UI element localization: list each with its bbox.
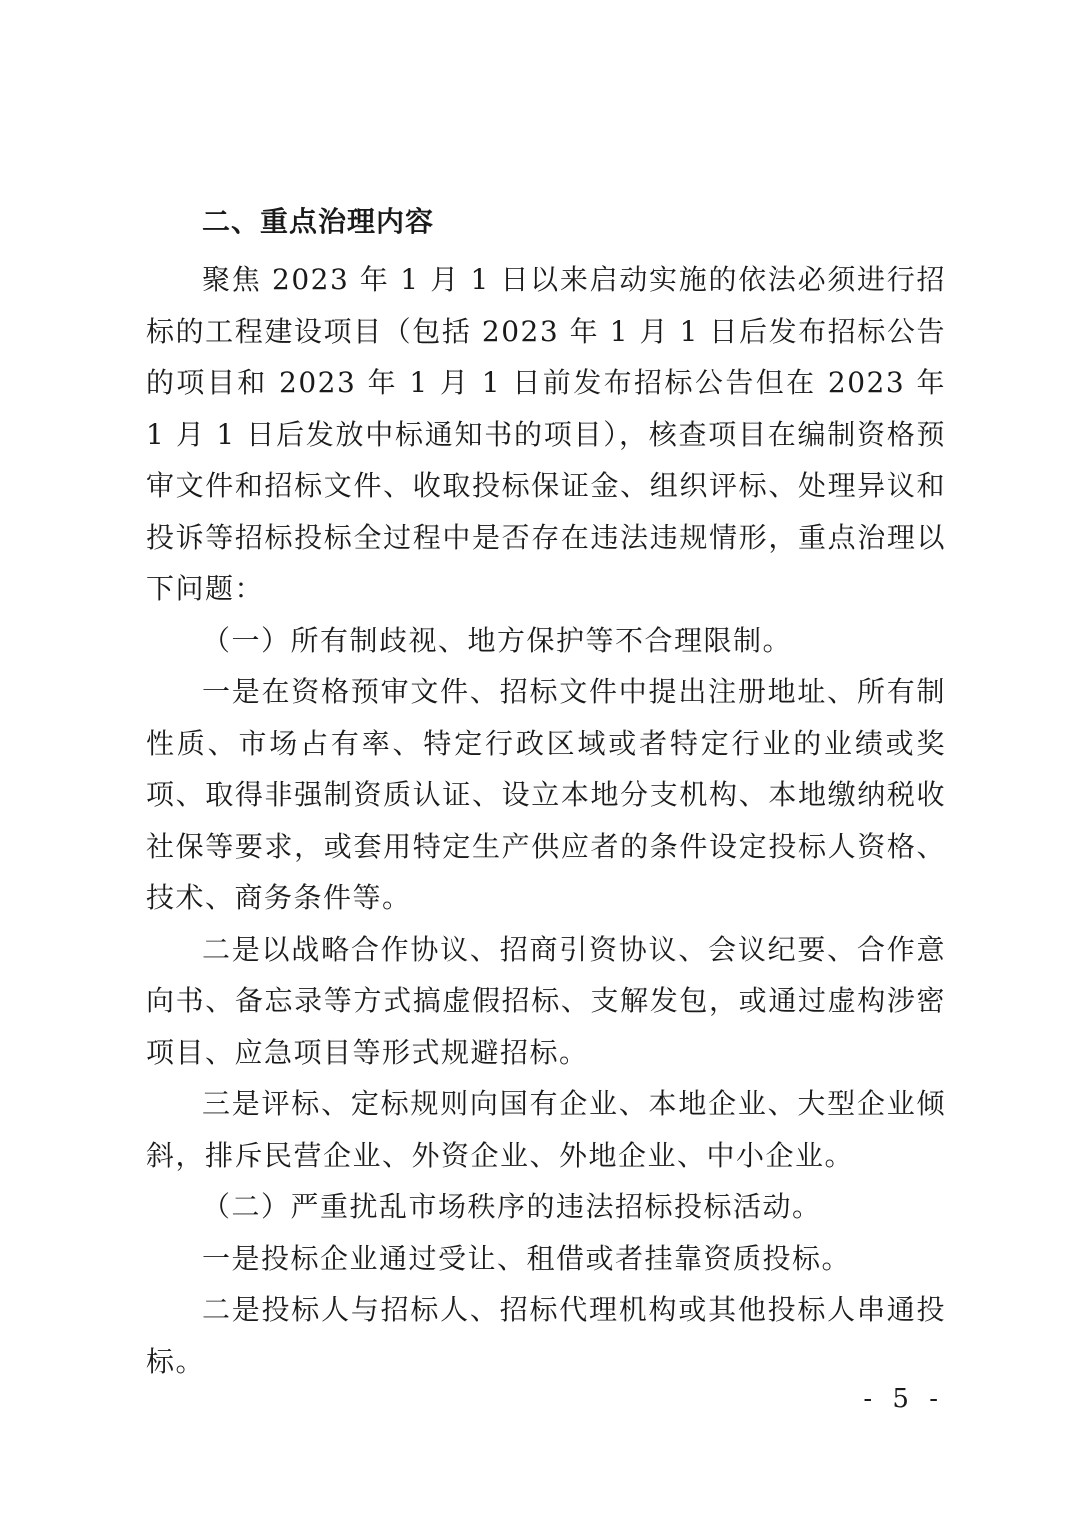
page-number: - 5 - [863,1384,944,1414]
paragraph-item-1-1: 一是在资格预审文件、招标文件中提出注册地址、所有制性质、市场占有率、特定行政区域或者特定行业的业绩或奖项、取得非强制资质认证、设立本地分支机构、本地缴纳税收社保等要求，或套用特定生产供应者的条件设定投标人资格、技术、商务条件等。 [146,675,946,914]
paragraph-item-2-2: 二是投标人与招标人、招标代理机构或其他投标人串通投标。 [146,1293,946,1378]
document-body [146,190,946,1387]
paragraph-item-2-1: 一是投标企业通过受让、租借或者挂靠资质投标。 [202,1241,852,1275]
section-heading: 二、重点治理内容 [202,205,435,238]
subheading-1: （一）所有制歧视、地方保护等不合理限制。 [202,623,793,657]
paragraph-item-1-3: 三是评标、定标规则向国有企业、本地企业、大型企业倾斜，排斥民营企业、外资企业、外地企业、中小企业。 [146,1087,946,1172]
paragraph-item-1-2: 二是以战略合作协议、招商引资协议、会议纪要、合作意向书、备忘录等方式搞虚假招标、支解发包，或通过虚构涉密项目、应急项目等形式规避招标。 [146,932,946,1069]
subheading-2: （二）严重扰乱市场秩序的违法招标投标活动。 [202,1190,822,1223]
paragraph-scope: 聚焦 2023 年 1 月 1 日以来启动实施的依法必须进行招标的工程建设项目（包括 2023 年 1 月 1 日后发布招标公告的项目和 2023 年 1 月 1 日前发布招标公告但在 2023 年 1 月 1 日后发放中标通知书的项目），核查项目在编制资格预审文件和招标文件、收取投标保证金、组织评标、处理异议和投诉等招标投标全过程中是否存在违法违规情形，重点治理以下问题： [146,263,946,605]
